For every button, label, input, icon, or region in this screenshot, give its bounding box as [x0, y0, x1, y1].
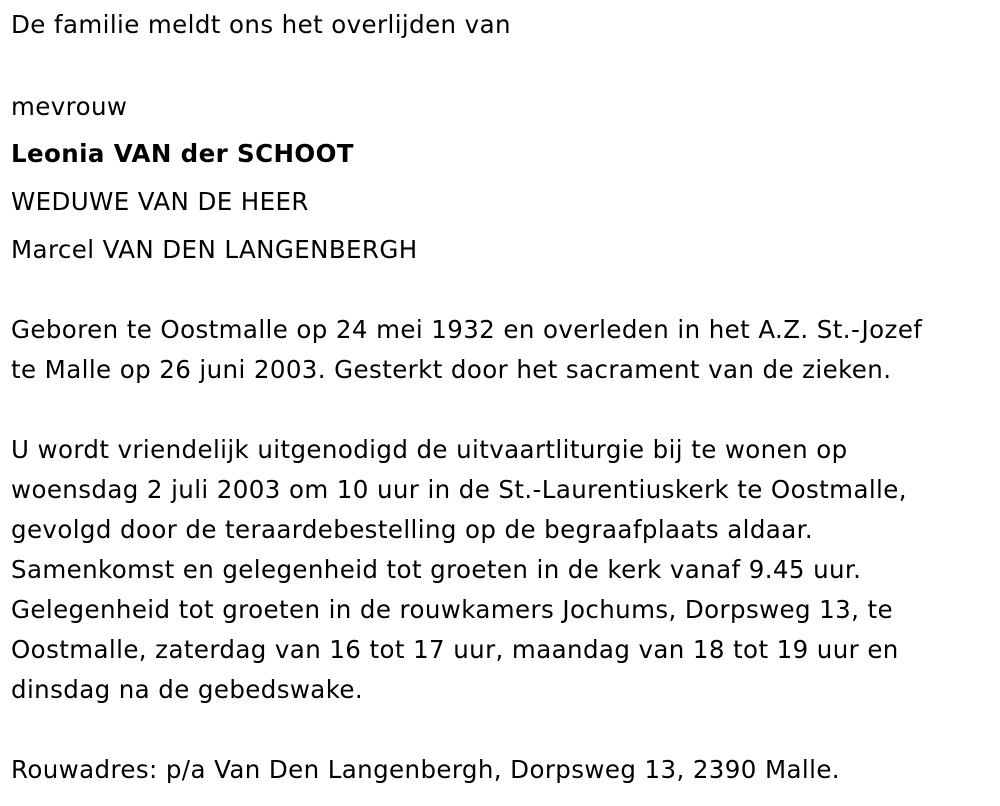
mourning-address: Rouwadres: p/a Van Den Langenbergh, Dorpsweg 13, 2390 Malle.	[11, 755, 840, 784]
widow-of: WEDUWE VAN DE HEER	[11, 187, 309, 216]
funeral-line: Samenkomst en gelegenheid tot groeten in de kerk vanaf 9.45 uur.	[11, 555, 862, 584]
funeral-line: gevolgd door de teraardebestelling op de begraafplaats aldaar.	[11, 515, 814, 544]
husband-name: Marcel VAN DEN LANGENBERGH	[11, 235, 418, 264]
funeral-line: Gelegenheid tot groeten in de rouwkamers Jochums, Dorpsweg 13, te	[11, 595, 894, 624]
deceased-name: Leonia VAN der SCHOOT	[11, 139, 354, 168]
funeral-line: woensdag 2 juli 2003 om 10 uur in de St.-Laurentiuskerk te Oostmalle,	[11, 475, 907, 504]
salutation: mevrouw	[11, 92, 128, 121]
birth-death-line: te Malle op 26 juni 2003. Gesterkt door het sacrament van de zieken.	[11, 355, 892, 384]
funeral-line: U wordt vriendelijk uitgenodigd de uitvaartliturgie bij te wonen op	[11, 435, 848, 464]
funeral-line: Oostmalle, zaterdag van 16 tot 17 uur, maandag van 18 tot 19 uur en	[11, 635, 899, 664]
funeral-line: dinsdag na de gebedswake.	[11, 675, 364, 704]
intro-text: De familie meldt ons het overlijden van	[11, 10, 511, 39]
birth-death-line: Geboren te Oostmalle op 24 mei 1932 en overleden in het A.Z. St.-Jozef	[11, 315, 923, 344]
